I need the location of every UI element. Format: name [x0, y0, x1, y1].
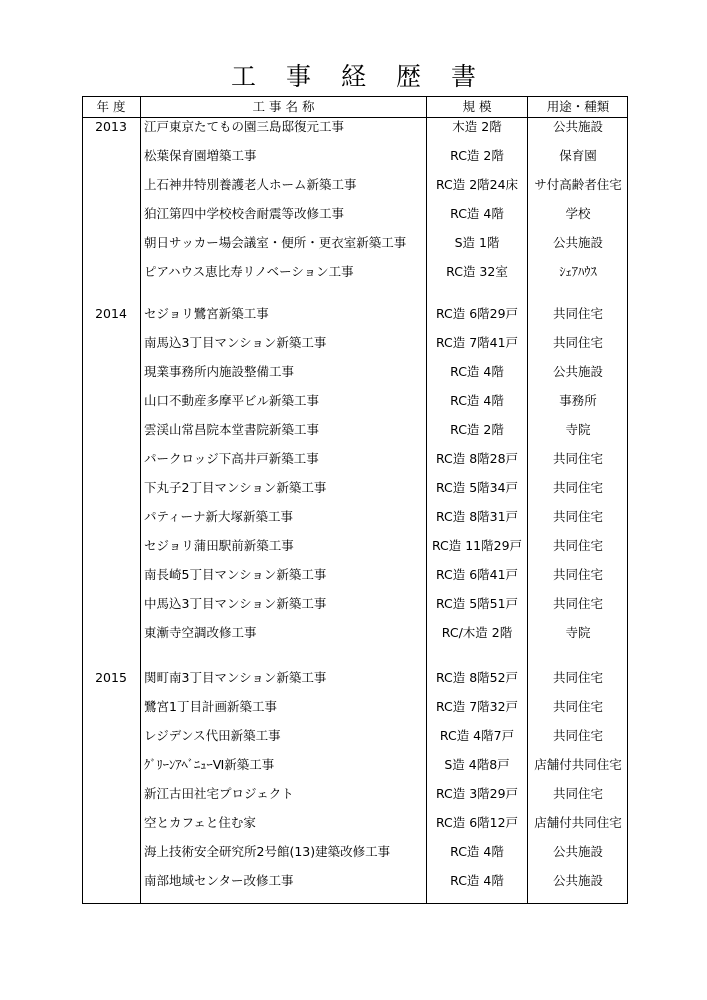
row-name: 関町南3丁目マンション新築工事	[144, 670, 327, 685]
row-use: 共同住宅	[552, 306, 603, 321]
row-use: 共同住宅	[552, 335, 603, 350]
row-scale: RC造 8階31戸	[435, 509, 519, 524]
row-year	[82, 333, 140, 353]
table-row	[0, 565, 707, 585]
row-scale: RC造 8階28戸	[435, 451, 519, 466]
table-row	[0, 813, 707, 833]
row-year	[82, 536, 140, 556]
row-use: 共同住宅	[552, 596, 603, 611]
row-name: ピアハウス恵比寿リノベーション工事	[144, 264, 354, 279]
row-use: 公共施設	[552, 119, 603, 134]
row-year	[82, 623, 140, 643]
table-row	[0, 594, 707, 614]
table-row	[0, 726, 707, 746]
table-row	[0, 262, 707, 282]
row-name: 南馬込3丁目マンション新築工事	[144, 335, 327, 350]
header-use: 用途・種類	[546, 99, 610, 114]
row-name: 中馬込3丁目マンション新築工事	[144, 596, 327, 611]
row-year	[82, 449, 140, 469]
row-scale: RC造 3階29戸	[435, 786, 519, 801]
row-use: 学校	[565, 206, 591, 221]
row-year	[82, 507, 140, 527]
row-scale: RC造 4階	[450, 873, 504, 888]
row-name: パークロッジ下高井戸新築工事	[144, 451, 319, 466]
row-year	[82, 391, 140, 411]
table-row	[0, 233, 707, 253]
row-scale: S造 4階8戸	[444, 757, 510, 772]
row-scale: S造 1階	[454, 235, 500, 250]
row-scale: RC造 4階7戸	[439, 728, 515, 743]
row-use: 公共施設	[552, 844, 603, 859]
table-row	[0, 668, 707, 688]
table-row	[0, 391, 707, 411]
row-year	[82, 871, 140, 891]
row-scale: RC造 4階	[450, 364, 504, 379]
row-name: 雲渓山常昌院本堂書院新築工事	[144, 422, 320, 437]
row-name: 南部地域センター改修工事	[144, 873, 294, 888]
row-year	[82, 813, 140, 833]
row-use: 共同住宅	[552, 786, 603, 801]
row-name: 現業事務所内施設整備工事	[144, 364, 295, 379]
table-row	[0, 117, 707, 137]
row-name: セジョリ蒲田駅前新築工事	[144, 538, 294, 553]
row-use: 公共施設	[552, 364, 603, 379]
row-year	[82, 594, 140, 614]
row-scale: RC造 2階24床	[435, 177, 519, 192]
row-year: 2013	[95, 119, 127, 134]
row-year	[82, 204, 140, 224]
row-name: 鷺宮1丁目計画新築工事	[144, 699, 277, 714]
row-year	[82, 565, 140, 585]
row-year	[82, 175, 140, 195]
row-name: 南長崎5丁目マンション新築工事	[144, 567, 327, 582]
row-year	[82, 420, 140, 440]
table-row	[0, 204, 707, 224]
row-name: 空とカフェと住む家	[144, 815, 256, 830]
row-scale: RC造 7階32戸	[435, 699, 519, 714]
table-row	[0, 755, 707, 775]
row-use: 共同住宅	[552, 699, 603, 714]
row-name: 江戸東京たてもの園三島邸復元工事	[144, 119, 345, 134]
row-use: 公共施設	[552, 235, 603, 250]
row-year: 2015	[95, 670, 127, 685]
row-name: 上石神井特別養護老人ホーム新築工事	[144, 177, 357, 192]
row-name: レジデンス代田新築工事	[144, 728, 281, 743]
table-row	[0, 449, 707, 469]
row-name: セジョリ鷺宮新築工事	[144, 306, 269, 321]
row-use: 店舗付共同住宅	[534, 815, 622, 830]
header-scale: 規 模	[462, 99, 492, 114]
row-scale: RC造 7階41戸	[435, 335, 519, 350]
table-row	[0, 623, 707, 643]
row-scale: RC造 6階29戸	[435, 306, 519, 321]
table-row	[0, 697, 707, 717]
table-row	[0, 333, 707, 353]
row-scale: RC造 6階12戸	[435, 815, 519, 830]
row-scale: 木造 2階	[452, 119, 502, 134]
row-use: 店舗付共同住宅	[534, 757, 622, 772]
row-year: 2014	[95, 306, 127, 321]
table-row	[0, 146, 707, 166]
row-year	[82, 362, 140, 382]
row-name: パティーナ新大塚新築工事	[144, 509, 294, 524]
row-use: 共同住宅	[552, 480, 603, 495]
row-use: 寺院	[565, 625, 591, 640]
row-name: 東漸寺空調改修工事	[144, 625, 257, 640]
table-row	[0, 842, 707, 862]
row-name: 海上技術安全研究所2号館(13)建築改修工事	[144, 844, 391, 859]
table-row	[0, 478, 707, 498]
table-row	[0, 871, 707, 891]
table-row	[0, 420, 707, 440]
row-scale: RC造 2階	[450, 422, 504, 437]
row-year	[82, 478, 140, 498]
row-scale: RC造 32室	[446, 264, 508, 279]
row-scale: RC造 6階41戸	[435, 567, 519, 582]
row-use: 共同住宅	[552, 538, 603, 553]
row-use: サ付高齢者住宅	[534, 177, 622, 192]
row-use: ｼｪｱﾊｳｽ	[559, 264, 597, 279]
row-name: 狛江第四中学校校舎耐震等改修工事	[144, 206, 345, 221]
row-scale: RC造 11階29戸	[431, 538, 523, 553]
table-row	[0, 507, 707, 527]
page-title: 工事経歴書	[230, 62, 506, 91]
row-use: 公共施設	[552, 873, 603, 888]
row-scale: RC造 5階34戸	[435, 480, 519, 495]
row-name: 朝日サッカー場会議室・便所・更衣室新築工事	[144, 235, 407, 250]
header-year: 年 度	[96, 99, 126, 114]
row-use: 保育園	[559, 148, 597, 163]
row-name: 松葉保育園増築工事	[144, 148, 257, 163]
table-row	[0, 304, 707, 324]
row-name: ｸﾞﾘｰﾝｱﾍﾞﾆｭｰⅥ新築工事	[144, 757, 275, 772]
row-scale: RC造 2階	[450, 148, 504, 163]
row-year	[82, 262, 140, 282]
row-scale: RC造 4階	[450, 844, 504, 859]
row-scale: RC造 4階	[450, 206, 504, 221]
table-row	[0, 784, 707, 804]
row-year	[82, 784, 140, 804]
header-name: 工 事 名 称	[252, 99, 315, 114]
table-row	[0, 362, 707, 382]
row-use: 共同住宅	[552, 728, 603, 743]
row-use: 共同住宅	[552, 451, 603, 466]
row-name: 山口不動産多摩平ビル新築工事	[144, 393, 320, 408]
row-year	[82, 755, 140, 775]
row-scale: RC/木造 2階	[441, 625, 513, 640]
row-scale: RC造 8階52戸	[435, 670, 519, 685]
row-use: 寺院	[565, 422, 591, 437]
row-scale: RC造 4階	[450, 393, 504, 408]
row-use: 共同住宅	[552, 509, 603, 524]
row-year	[82, 842, 140, 862]
row-name: 下丸子2丁目マンション新築工事	[144, 480, 327, 495]
row-year	[82, 697, 140, 717]
row-use: 事務所	[559, 393, 597, 408]
row-name: 新江古田社宅プロジェクト	[144, 786, 294, 801]
row-year	[82, 233, 140, 253]
row-year	[82, 146, 140, 166]
table-row	[0, 175, 707, 195]
row-scale: RC造 5階51戸	[435, 596, 519, 611]
table-row	[0, 536, 707, 556]
row-year	[82, 726, 140, 746]
row-use: 共同住宅	[552, 567, 603, 582]
row-use: 共同住宅	[552, 670, 603, 685]
